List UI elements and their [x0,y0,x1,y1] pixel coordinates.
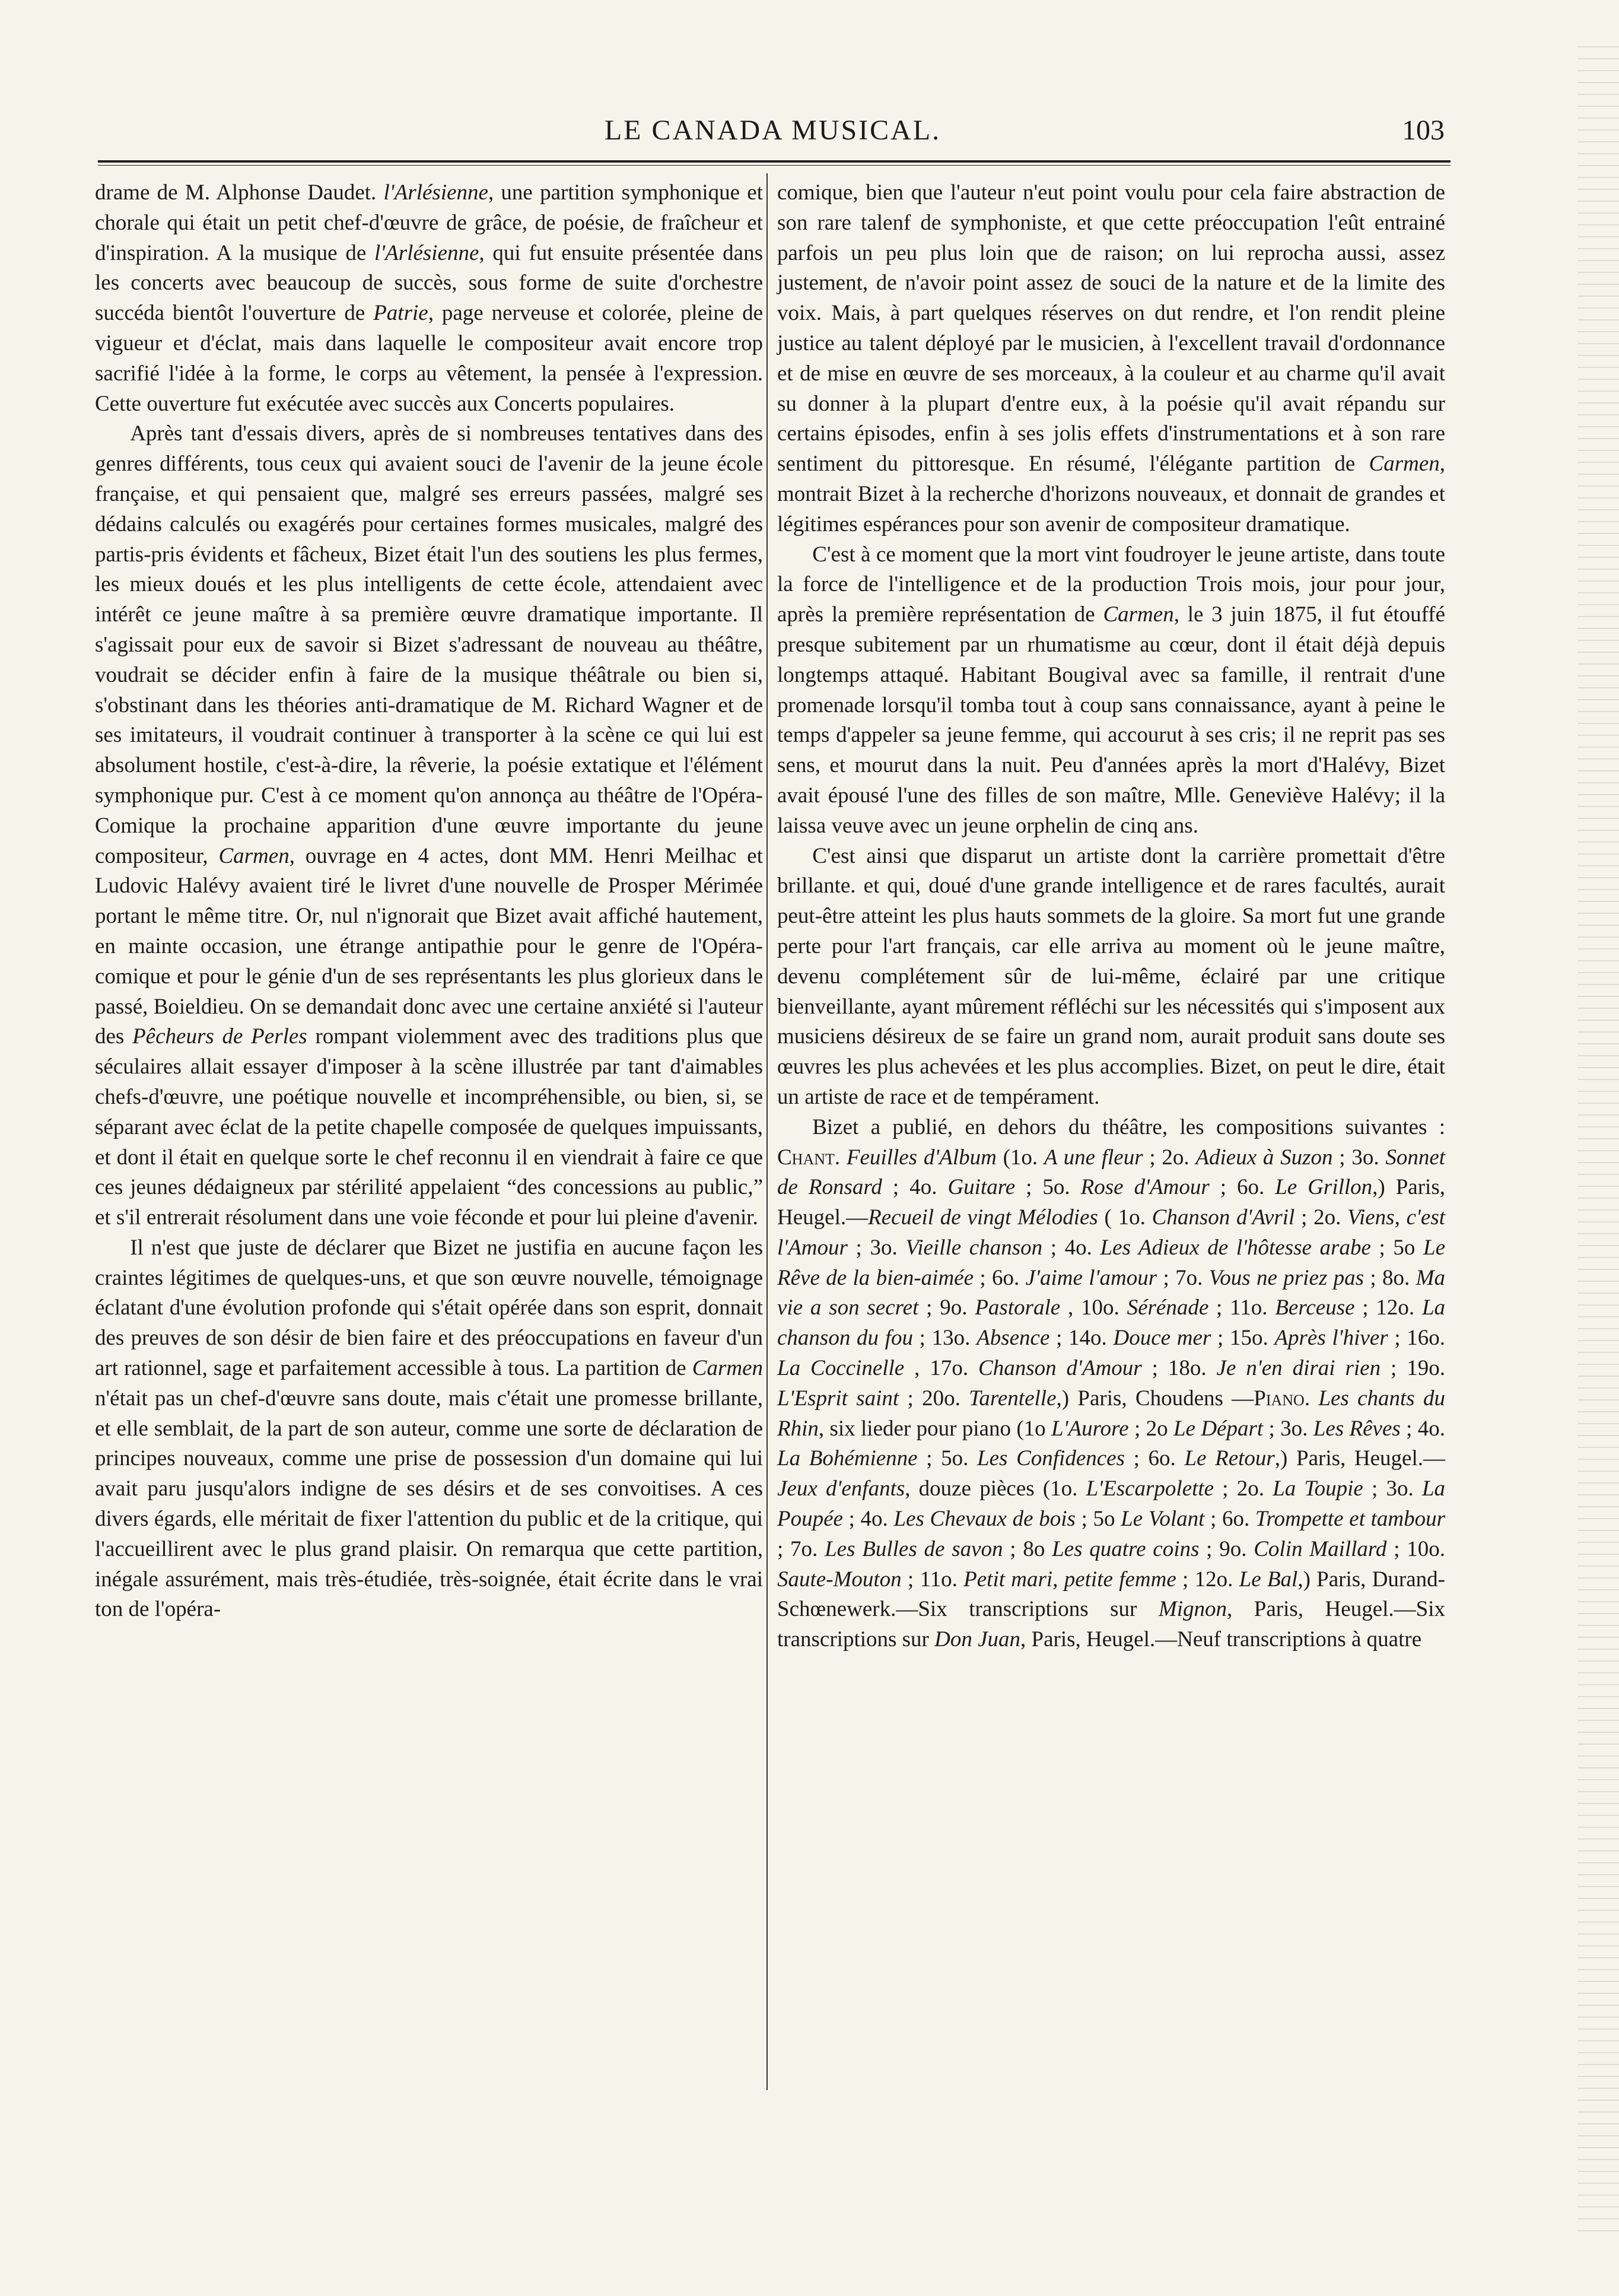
text-run: , montrait Bizet à la recherche d'horizons nouveaux, et donnait de grandes et légitimes espérances pour son avenir de compositeur dramatique. [777,452,1445,536]
text-run: ; 12o. [1354,1295,1422,1320]
italic-title: Sérénade [1127,1295,1209,1320]
text-run: ; 14o. [1049,1326,1114,1351]
paragraph [777,1113,1445,1655]
text-run: ,) Paris, Durand-Schœnewerk.—Six transcriptions sur [777,1567,1446,1622]
italic-title: Adieux à Suzon [1195,1145,1333,1170]
text-run: C'est à ce moment que la mort vint foudroyer le jeune artiste, dans toute la force de l'intelligence et de la production Trois mois, jour pour jour, après la première représentation de [777,542,1445,627]
italic-title: Le Bal [1239,1567,1298,1592]
text-run: ; 5o. [917,1446,978,1471]
page-number: 103 [1402,115,1445,146]
italic-title: Chanson d'Amour [978,1356,1142,1381]
text-run: , Paris, Heugel.—Neuf transcriptions à quatre [1020,1627,1422,1652]
italic-title: Jeux d'enfants [777,1476,905,1501]
text-run: ; 8o [1003,1536,1052,1561]
text-run: ; 5o. [1015,1175,1081,1200]
text-run: ; 12o. [1176,1567,1239,1592]
text-run: ; 9o. [1199,1536,1254,1561]
text-run: n'était pas un chef-d'œuvre sans doute, mais c'était une promesse brillante, et elle semblait, de la part de son auteur, comme une sorte de déclaration de principes nouveaux, comme une prise de possession d'un domaine qui lui avait paru jusqu'alors indigne de ses désirs et de ses convoitises. A ces divers égards, elle méritait de fixer l'attention du public et de la critique, qui l'accueillirent avec le plus grand plaisir. On remarqua que cette partition, inégale assurément, mais très-étudiée, très-soignée, était écrite dans le vrai ton de l'opéra- [95,1386,763,1622]
italic-title: Feuilles d'Album [846,1145,997,1170]
italic-title: Rose d'Amour [1080,1175,1210,1200]
binding-edge [1577,36,1619,2231]
italic-title: A une fleur [1044,1145,1143,1170]
text-run: ; 10o. [1386,1536,1446,1561]
text-run: , 17o. [904,1356,979,1381]
text-run: ; 15o. [1211,1326,1275,1351]
paragraph [95,1233,763,1625]
italic-title: Carmen [1103,602,1174,627]
italic-title: La Bohémienne [777,1446,918,1471]
text-run: ; 4o. [842,1507,894,1532]
italic-title: Don Juan [934,1627,1021,1652]
italic-title: Berceuse [1275,1295,1355,1320]
italic-title: Petit mari, petite femme [963,1567,1176,1592]
text-run: ; 2o. [1294,1205,1348,1230]
section-label: Piano. [1254,1386,1311,1411]
text-run: rompant violemment avec des traditions plus que séculaires allait essayer d'imposer à la scène illustrée par tant d'aimables chefs-d'œuvre, une poétique nouvelle et incompréhensible, ou bien, si, se séparant avec éclat de la petite chapelle composée de quelques impuissants, et dont il était en quelque sorte le chef reconnu il en viendrait à faire ce que ces jeunes dédaigneux par stérilité appelaient “des concessions au public,” et s'il entrerait résolument dans une voie féconde et pour lui pleine d'avenir. [95,1024,763,1230]
text-run: ; 3o. [847,1235,906,1260]
italic-title: La Toupie [1273,1476,1363,1501]
header-rule-thin [98,165,1451,166]
italic-title: Saute-Mouton [777,1567,902,1592]
text-run: ; 8o. [1364,1265,1416,1290]
text-run: ; 6o. [1204,1507,1255,1532]
italic-title: Pastorale [975,1295,1061,1320]
text-run: ,) Paris, Heugel.— [1274,1446,1445,1471]
italic-title: Les Confidences [977,1446,1125,1471]
italic-title: Les Bulles de savon [825,1536,1003,1561]
text-run: ( 1o. [1098,1205,1152,1230]
italic-title: Le Rêve de la bien-aimée [777,1235,1446,1290]
text-run: ; 18o. [1141,1356,1217,1381]
italic-title: Absence [977,1326,1050,1351]
italic-title: Le Départ [1173,1416,1264,1441]
text-run: ; 7o. [1157,1265,1209,1290]
italic-title: Vous ne priez pas [1208,1265,1364,1290]
text-run: ; 3o. [1363,1476,1422,1501]
italic-title: Tarentelle [969,1386,1057,1411]
text-run: , ouvrage en 4 actes, dont MM. Henri Meilhac et Ludovic Halévy avaient tiré le livret d'une nouvelle de Prosper Mérimée portant le même titre. Or, nul n'ignorait que Bizet avait affiché hautement, en mainte occasion, une étrange antipathie pour le genre de l'Opéra-comique et pour le génie d'un de ses représentants les plus glorieux dans le passé, Boieldieu. On se demandait donc avec une certaine anxiété si l'auteur des [95,843,763,1049]
text-run: ; 6o. [1125,1446,1185,1471]
paragraph [95,178,763,419]
text-run: ; 2o [1128,1416,1173,1441]
section-label: Chant. [777,1145,841,1170]
text-run: ; 3o. [1332,1145,1386,1170]
italic-title: Vieille chanson [905,1235,1043,1260]
text-run: ; 4o. [882,1175,948,1200]
text-run: Il n'est que juste de déclarer que Bizet ne justifia en aucune façon les craintes légitimes de quelques-uns, et que son œuvre nouvelle, témoignage éclatant d'une évolution profonde qui s'était opérée dans son esprit, donnait des preuves de son désir de bien faire et des préoccupations en faveur d'un art rationnel, sage et parfaitement accessible à tous. La partition de [95,1235,763,1381]
paragraph [777,178,1445,540]
italic-title: La chanson du fou [777,1295,1446,1351]
italic-title: Carmen [218,843,290,868]
text-run: , qui fut ensuite présentée dans les concerts avec beaucoup de succès, sous forme de suite d'orchestre succéda bientôt l'ouverture de [95,240,763,326]
text-run [840,1145,847,1170]
left-column [95,178,763,1625]
italic-title: l'Arlésienne [383,180,488,205]
italic-title: l'Arlésienne [374,240,479,265]
italic-title: Le Grillon [1275,1175,1373,1200]
text-run: ; 2o. [1214,1476,1273,1501]
italic-title: Les quatre coins [1052,1536,1200,1561]
italic-title: Chanson d'Avril [1152,1205,1295,1230]
text-run: (1o. [996,1145,1044,1170]
italic-title: Trompette et tambour [1255,1507,1446,1532]
italic-title: Carmen [692,1356,763,1381]
italic-title: Les chants du Rhin [777,1386,1446,1441]
text-run: ; 5o [1370,1235,1424,1260]
italic-title: Mignon [1158,1597,1227,1622]
paragraph [95,419,763,1233]
text-run: , Paris, Heugel.—Six transcriptions sur [777,1597,1446,1652]
text-run: ; 4o. [1400,1416,1446,1441]
italic-title: L'Aurore [1051,1416,1129,1441]
text-run: ; 5o [1075,1507,1121,1532]
text-run: ; 16o. [1388,1326,1446,1351]
text-run: ; 13o. [912,1326,977,1351]
italic-title: La Coccinelle [777,1356,905,1381]
italic-title: L'Escarpolette [1086,1476,1214,1501]
text-run: ,) Paris, Choudens — [1056,1386,1254,1411]
text-run: ; 11o. [901,1567,964,1592]
text-run: Après tant d'essais divers, après de si nombreuses tentatives dans des genres différents, tous ceux qui avaient souci de l'avenir de la jeune école française, et qui pensaient que, malgré ses erreurs passées, malgré ses dédains calculés ou exagérés pour certaines formes musicales, malgré des partis-pris évidents et fâcheux, Bizet était l'un des soutiens les plus fermes, les mieux doués et les plus intelligents de cette école, attendaient avec intérêt ce jeune maître à sa première œuvre dramatique importante. Il s'agissait pour eux de savoir si Bizet s'adressant de nouveau au théâtre, voudrait se décider enfin à faire de la musique théâtrale ou bien si, s'obstinant dans les théories anti-dramatique de M. Richard Wagner et de ses imitateurs, il voudrait continuer à transporter à la scène ce qui lui est absolument hostile, c'est-à-dire, la rêverie, la poésie extatique et l'élément symphonique pur. C'est à ce moment qu'on annonça au théâtre de l'Opéra-Comique la prochaine apparition d'une œuvre importante du jeune compositeur, [95,421,763,868]
text-run: ; 6o. [1209,1175,1276,1200]
text-run: Bizet a publié, en dehors du théâtre, les compositions suivantes : [812,1114,1445,1139]
column-divider [766,173,768,2090]
italic-title: J'aime l'amour [1025,1265,1157,1290]
text-run: ; 4o. [1042,1235,1100,1260]
italic-title: Carmen [1369,452,1440,477]
italic-title: Colin Maillard [1254,1536,1387,1561]
text-run: ; 3o. [1263,1416,1313,1441]
italic-title: Guitare [947,1175,1016,1200]
page-title: LE CANADA MUSICAL. [604,115,941,146]
paragraph [777,841,1445,1113]
text-run: drame de M. Alphonse Daudet. [95,180,384,205]
text-run: ; 2o. [1143,1145,1196,1170]
italic-title: Je n'en dirai rien [1216,1356,1381,1381]
italic-title: Pêcheurs de Perles [132,1024,307,1049]
text-run: , douze pièces (1o. [905,1476,1086,1501]
italic-title: Les Adieux de l'hôtesse arabe [1100,1235,1371,1260]
italic-title: Les Chevaux de bois [893,1507,1076,1532]
italic-title: Douce mer [1113,1326,1211,1351]
text-run: C'est ainsi que disparut un artiste dont la carrière promettait d'être brillante. et qui, doué d'une grande intelligence et de rares facultés, aurait peut-être atteint les plus hauts sommets de la gloire. Sa mort fut une grande perte pour l'art français, car elle arriva au moment où le jeune maître, devenu complétement sûr de lui-même, éclairé par une critique bienveillante, ayant mûrement réfléchi sur les nécessités qui s'imposent aux musiciens désireux de se faire un grand nom, aurait produit sans doute ses œuvres les plus achevées et les plus accomplies. Bizet, on peut le dire, était un artiste de race et de tempérament. [777,843,1445,1109]
italic-title: Le Volant [1121,1507,1205,1532]
text-run: ; 19o. [1381,1356,1446,1381]
paragraph [777,540,1445,841]
text-run: ; 6o. [974,1265,1026,1290]
right-column [777,178,1445,1655]
italic-title: Patrie [373,301,428,326]
header-rule [98,160,1451,163]
italic-title: Après l'hiver [1274,1326,1388,1351]
text-run: ; 11o. [1208,1295,1276,1320]
italic-title: Recueil de vingt Mélodies [868,1205,1098,1230]
text-run: , le 3 juin 1875, il fut étouffé presque subitement par un rhumatisme au cœur, dont il était déjà depuis longtemps attaqué. Habitant Bougival avec sa famille, il rentrait d'une promenade lorsqu'il tomba tout à coup sans connaissance, ayant à peine le temps d'appeler sa jeune femme, qui accourut à ses cris; il ne reprit pas ses sens, et mourut dans la nuit. Peu d'années après la mort d'Halévy, Bizet avait épousé l'une des filles de son maître, Mlle. Geneviève Halévy; il la laissa veuve avec un jeune orphelin de cinq ans. [777,602,1445,838]
text-run: , une partition symphonique et chorale qui était un petit chef-d'œuvre de grâce, de poésie, de fraîcheur et d'inspiration. A la musique de [95,180,763,265]
text-run: , 10o. [1060,1295,1127,1320]
text-run: ; 20o. [899,1386,969,1411]
text-run: , page nerveuse et colorée, pleine de vigueur et d'éclat, mais dans laquelle le compositeur avait encore trop sacrifié l'idée à la forme, le corps au vêtement, la pensée à l'expression. Cette ouverture fut exécutée avec succès aux Concerts populaires. [95,301,763,416]
italic-title: Viens, c'est l'Amour [777,1205,1445,1260]
text-run: , six lieder pour piano (1o [818,1416,1052,1441]
italic-title: Les Rêves [1313,1416,1401,1441]
text-run: comique, bien que l'auteur n'eut point voulu pour cela faire abstraction de son rare talenf de symphoniste, et que cette préoccupation l'eût entrainé parfois un peu plus loin que de raison; on lui reprocha aussi, assez justement, de n'avoir point assez de souci de la nature et de la limite des voix. Mais, à part quelques réserves on dut rendre, et l'on rendit pleine justice au talent déployé par le musicien, à l'excellent travail d'ordonnance et de mise en œuvre de ses morceaux, à la couleur et au charme qu'il avait su donner à la plupart d'entre eux, à la poésie qu'il avait répandu sur certains épisodes, enfin à ses jolis effets d'instrumentations et à son rare sentiment du pittoresque. En résumé, l'élégante partition de [777,180,1445,477]
running-head [101,108,1445,155]
text-run [1310,1386,1318,1411]
text-run: ,) Paris, Heugel.— [777,1175,1445,1230]
italic-title: Sonnet de Ronsard [777,1145,1446,1200]
italic-title: L'Esprit saint [777,1386,899,1411]
text-run: ; 9o. [918,1295,975,1320]
text-run: ; 7o. [777,1536,825,1561]
italic-title: La Poupée [777,1476,1446,1532]
italic-title: Le Retour [1184,1446,1275,1471]
italic-title: Ma vie a son secret [777,1265,1445,1320]
